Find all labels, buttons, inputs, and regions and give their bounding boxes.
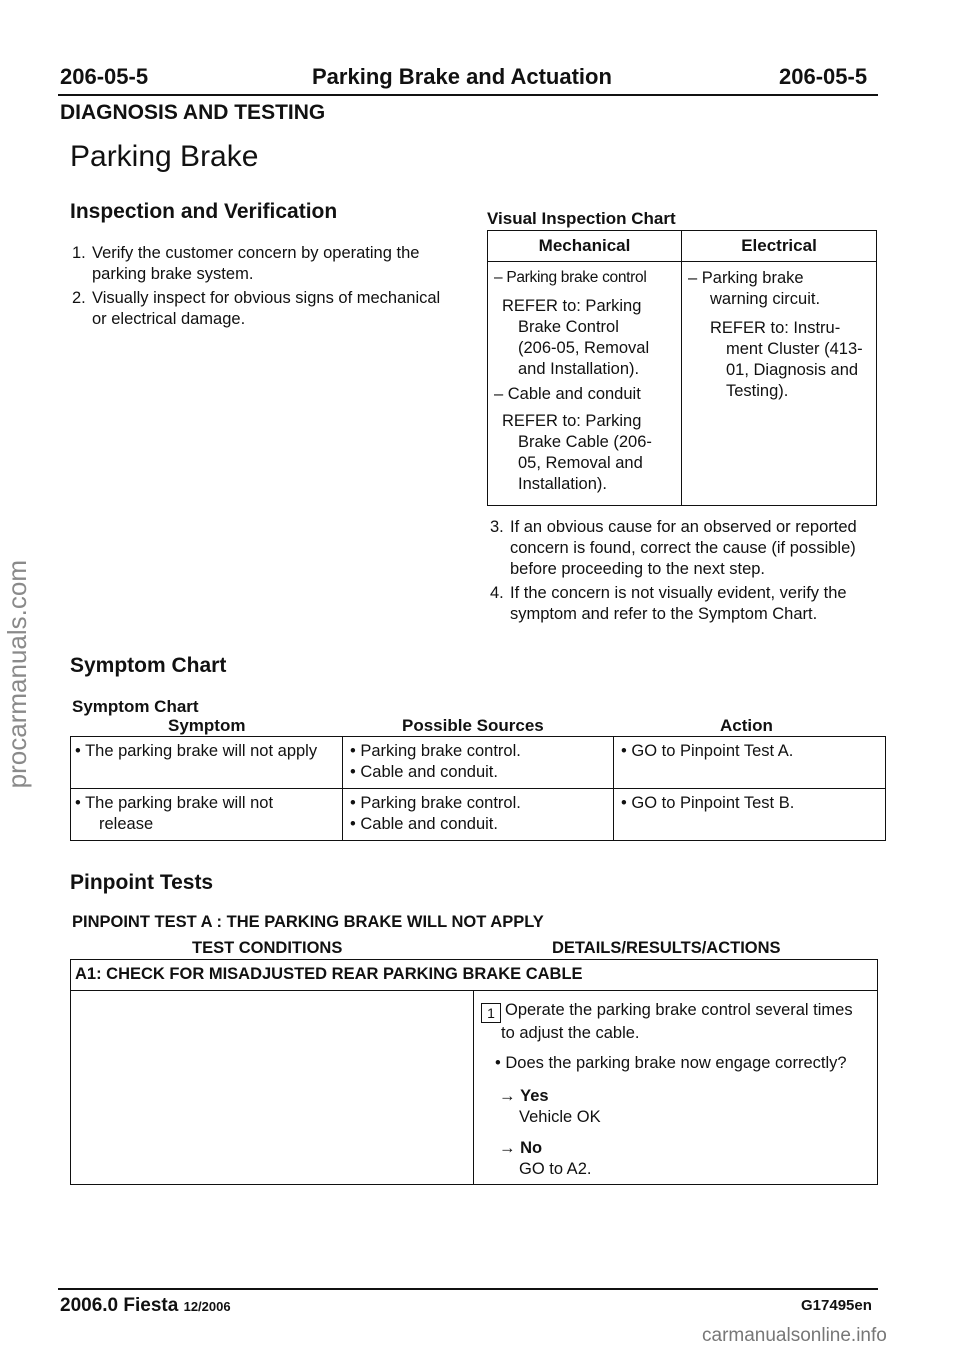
no-result xyxy=(499,1138,591,1180)
inspection-step xyxy=(490,583,890,625)
refer-line: Brake Control xyxy=(518,318,619,336)
step-text: Visually inspect for obvious signs of mechanical xyxy=(92,289,441,307)
refer-line: REFER to: Parking xyxy=(502,412,642,430)
mechanical-refer xyxy=(502,411,680,495)
item-line: – Parking brake xyxy=(688,269,804,287)
pinpoint-question: • Does the parking brake now engage correctly? xyxy=(495,1054,847,1072)
step-number: 1. xyxy=(72,244,86,262)
yes-label: Yes xyxy=(520,1087,549,1105)
inspection-step xyxy=(490,517,890,580)
mechanical-item: – Parking brake control xyxy=(494,269,647,286)
symptom-cell: release xyxy=(99,815,154,833)
yes-action: Vehicle OK xyxy=(519,1108,601,1126)
inspection-step xyxy=(72,288,472,330)
column-header-electrical: Electrical xyxy=(741,236,817,255)
refer-line: 05, Removal and xyxy=(518,454,643,472)
symptom-table xyxy=(70,736,886,841)
footer-rule xyxy=(58,1288,878,1290)
no-label: No xyxy=(520,1139,543,1157)
symptom-chart-caption: Symptom Chart xyxy=(72,697,199,716)
column-header-symptom: Symptom xyxy=(168,716,246,735)
pinpoint-instruction xyxy=(481,1000,877,1044)
source-cell: • Parking brake control. xyxy=(350,794,521,812)
refer-line: ment Cluster (413- xyxy=(726,340,863,358)
no-action: GO to A2. xyxy=(519,1160,592,1178)
refer-line: 01, Diagnosis and xyxy=(726,361,859,379)
electrical-refer xyxy=(710,318,876,402)
watermark-bottom: carmanualsonline.info xyxy=(702,1325,887,1346)
step-number: 4. xyxy=(490,584,504,602)
footer-model-text: 2006.0 Fiesta xyxy=(60,1295,179,1316)
step-text: parking brake system. xyxy=(92,265,254,283)
step-number-box: 1 xyxy=(481,1003,501,1023)
step-number: 3. xyxy=(490,518,504,536)
step-number: 2. xyxy=(72,289,86,307)
item-line: warning circuit. xyxy=(710,290,821,308)
yes-result xyxy=(499,1086,601,1128)
footer-date: 12/2006 xyxy=(183,1299,231,1314)
arrow-right-icon: → xyxy=(499,1139,521,1157)
electrical-item xyxy=(688,268,874,310)
instruction-text: to adjust the cable. xyxy=(501,1024,640,1042)
steps-after xyxy=(490,517,890,625)
refer-line: Brake Cable (206- xyxy=(518,433,652,451)
step-text: If the concern is not visually evident, verify the xyxy=(510,584,847,602)
refer-line: Testing). xyxy=(726,382,789,400)
footer-model xyxy=(60,1295,231,1317)
column-header-action: Action xyxy=(720,716,773,735)
symptom-cell: • The parking brake will not xyxy=(75,794,274,812)
step-text: symptom and refer to the Symptom Chart. xyxy=(510,605,818,623)
step-text: before proceeding to the next step. xyxy=(510,560,766,578)
page-title: Parking Brake xyxy=(70,140,259,173)
row-divider xyxy=(71,990,877,991)
action-cell: • GO to Pinpoint Test A. xyxy=(621,742,794,760)
column-header-details: DETAILS/RESULTS/ACTIONS xyxy=(552,939,781,957)
mechanical-refer xyxy=(502,296,680,380)
section-label: DIAGNOSIS AND TESTING xyxy=(60,101,326,124)
instruction-text: Operate the parking brake control several times xyxy=(505,1001,853,1019)
inspection-heading: Inspection and Verification xyxy=(70,200,338,223)
step-text: concern is found, correct the cause (if possible) xyxy=(510,539,856,557)
symptom-cell: • The parking brake will not apply xyxy=(75,742,318,760)
arrow-right-icon: → xyxy=(499,1087,521,1105)
refer-line: REFER to: Instru- xyxy=(710,319,841,337)
manual-section-title: Parking Brake and Actuation xyxy=(312,64,612,89)
column-header-sources: Possible Sources xyxy=(402,716,544,735)
pinpoint-test-title: PINPOINT TEST A : THE PARKING BRAKE WILL NOT APPLY xyxy=(72,913,544,931)
refer-line: (206-05, Removal xyxy=(518,339,650,357)
pinpoint-heading: Pinpoint Tests xyxy=(70,871,214,894)
pinpoint-step-title: A1: CHECK FOR MISADJUSTED REAR PARKING BRAKE CABLE xyxy=(75,965,583,983)
symptom-chart-heading: Symptom Chart xyxy=(70,654,227,677)
watermark-side: procarmanuals.com xyxy=(2,560,32,789)
inspection-step xyxy=(72,243,472,285)
source-cell: • Cable and conduit. xyxy=(350,763,498,781)
page-code-right: 206-05-5 xyxy=(779,64,868,89)
visual-chart-caption: Visual Inspection Chart xyxy=(487,209,676,228)
header-rule xyxy=(58,94,878,96)
action-cell: • GO to Pinpoint Test B. xyxy=(621,794,795,812)
visual-inspection-table xyxy=(487,230,877,506)
source-cell: • Cable and conduit. xyxy=(350,815,498,833)
refer-line: and Installation). xyxy=(518,360,640,378)
source-cell: • Parking brake control. xyxy=(350,742,521,760)
column-divider xyxy=(473,990,474,1184)
header-divider xyxy=(488,261,876,262)
pinpoint-table xyxy=(70,959,878,1185)
step-text: If an obvious cause for an observed or reported xyxy=(510,518,857,536)
row-divider xyxy=(71,788,885,789)
column-header-mechanical: Mechanical xyxy=(538,236,631,255)
page-code-left: 206-05-5 xyxy=(60,64,149,89)
step-text: Verify the customer concern by operating the xyxy=(92,244,420,262)
mechanical-item: – Cable and conduit xyxy=(494,385,641,403)
refer-line: Installation). xyxy=(518,475,607,493)
footer-code: G17495en xyxy=(801,1297,872,1314)
inspection-steps xyxy=(72,243,472,330)
column-header-conditions: TEST CONDITIONS xyxy=(192,939,343,957)
refer-line: REFER to: Parking xyxy=(502,297,642,315)
step-text: or electrical damage. xyxy=(92,310,246,328)
